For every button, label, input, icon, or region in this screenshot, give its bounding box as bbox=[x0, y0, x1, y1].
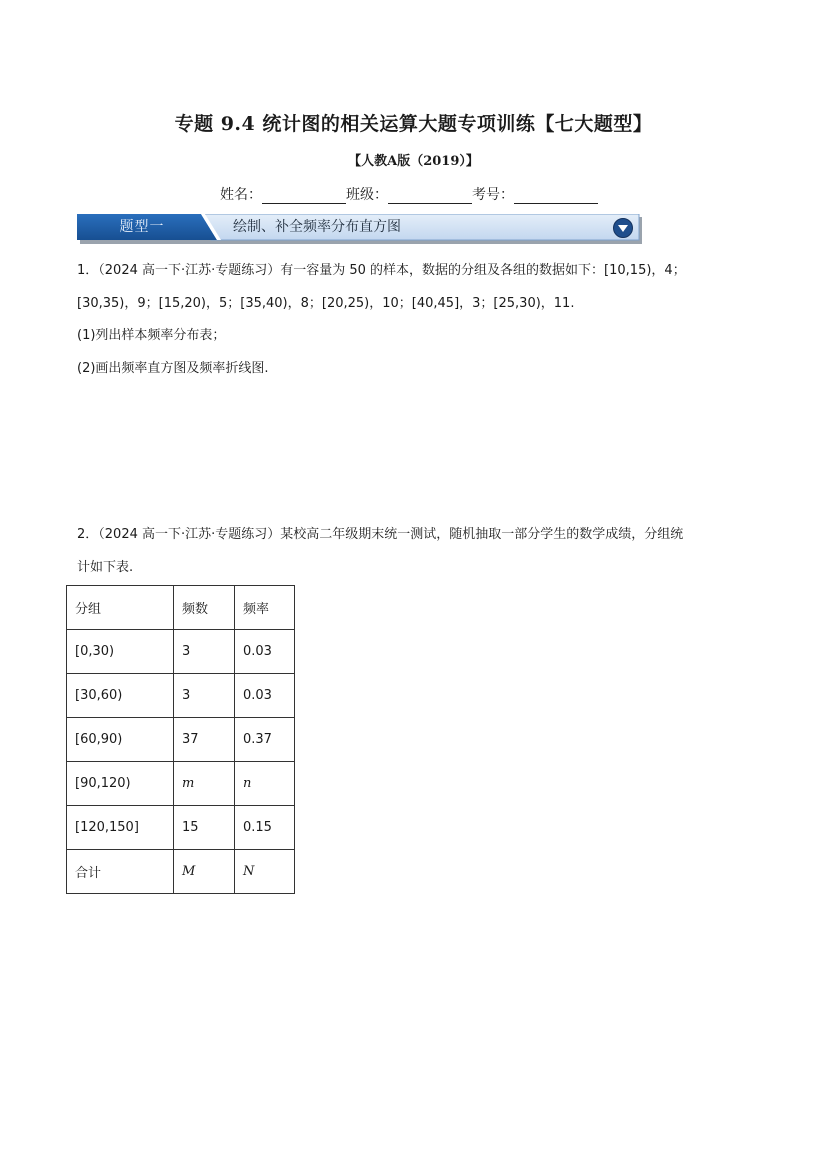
table-row bbox=[67, 806, 295, 850]
table-cell: [120,150] bbox=[67, 806, 174, 850]
table-cell: [0,30) bbox=[67, 630, 174, 674]
table-cell: 0.15 bbox=[235, 806, 295, 850]
document-subtitle: 【人教A版（2019）】 bbox=[348, 154, 479, 169]
name-blank[interactable] bbox=[262, 187, 346, 204]
table-header-cell: 分组 bbox=[67, 586, 174, 630]
section-label: 题型一 bbox=[119, 219, 165, 235]
table-cell: N bbox=[235, 850, 295, 894]
table-cell: 15 bbox=[174, 806, 235, 850]
table-cell: 0.03 bbox=[235, 630, 295, 674]
section-title: 绘制、补全频率分布直方图 bbox=[233, 219, 401, 235]
table-cell: [60,90) bbox=[67, 718, 174, 762]
table-header-cell: 频数 bbox=[174, 586, 235, 630]
table-cell: m bbox=[174, 762, 235, 806]
collapse-chevron-icon[interactable] bbox=[613, 218, 633, 238]
table-cell: 3 bbox=[174, 674, 235, 718]
q1-stem-line2: [30,35)，9；[15,20)，5；[35,40)，8；[20,25)，10；[40,45]，3；[25,30)，11. bbox=[77, 296, 575, 311]
table-cell: n bbox=[235, 762, 295, 806]
q2-stem-line1: 2．（2024 高一下·江苏·专题练习）某校高二年级期末统一测试，随机抽取一部分学生的数学成绩，分组统 bbox=[77, 527, 684, 542]
table-header-row bbox=[67, 586, 295, 630]
grouped-frequency-table bbox=[66, 585, 295, 894]
section-banner bbox=[77, 214, 642, 244]
table-cell: 0.03 bbox=[235, 674, 295, 718]
class-label: 班级： bbox=[346, 187, 388, 203]
table-row bbox=[67, 718, 295, 762]
table-cell: 3 bbox=[174, 630, 235, 674]
table-cell: 合计 bbox=[67, 850, 174, 894]
exam-no-blank[interactable] bbox=[514, 187, 598, 204]
q1-part2: (2)画出频率直方图及频率折线图. bbox=[77, 361, 269, 376]
q1-stem-line1: 1．（2024 高一下·江苏·专题练习）有一容量为 50 的样本，数据的分组及各组的数据如下：[10,15)，4； bbox=[77, 263, 686, 278]
table-row bbox=[67, 850, 295, 894]
q2-stem-line2: 计如下表. bbox=[77, 560, 134, 575]
student-info-line bbox=[220, 184, 598, 204]
table-header-cell: 频率 bbox=[235, 586, 295, 630]
class-blank[interactable] bbox=[388, 187, 472, 204]
table-cell: M bbox=[174, 850, 235, 894]
table-cell: [90,120) bbox=[67, 762, 174, 806]
table-row bbox=[67, 762, 295, 806]
table-row bbox=[67, 630, 295, 674]
name-label: 姓名： bbox=[220, 187, 262, 203]
q1-part1: (1)列出样本频率分布表； bbox=[77, 328, 226, 343]
exam-no-label: 考号： bbox=[472, 187, 514, 203]
table-cell: 0.37 bbox=[235, 718, 295, 762]
document-title: 专题 9.4 统计图的相关运算大题专项训练【七大题型】 bbox=[174, 113, 653, 135]
table-row bbox=[67, 674, 295, 718]
table-cell: [30,60) bbox=[67, 674, 174, 718]
table-cell: 37 bbox=[174, 718, 235, 762]
